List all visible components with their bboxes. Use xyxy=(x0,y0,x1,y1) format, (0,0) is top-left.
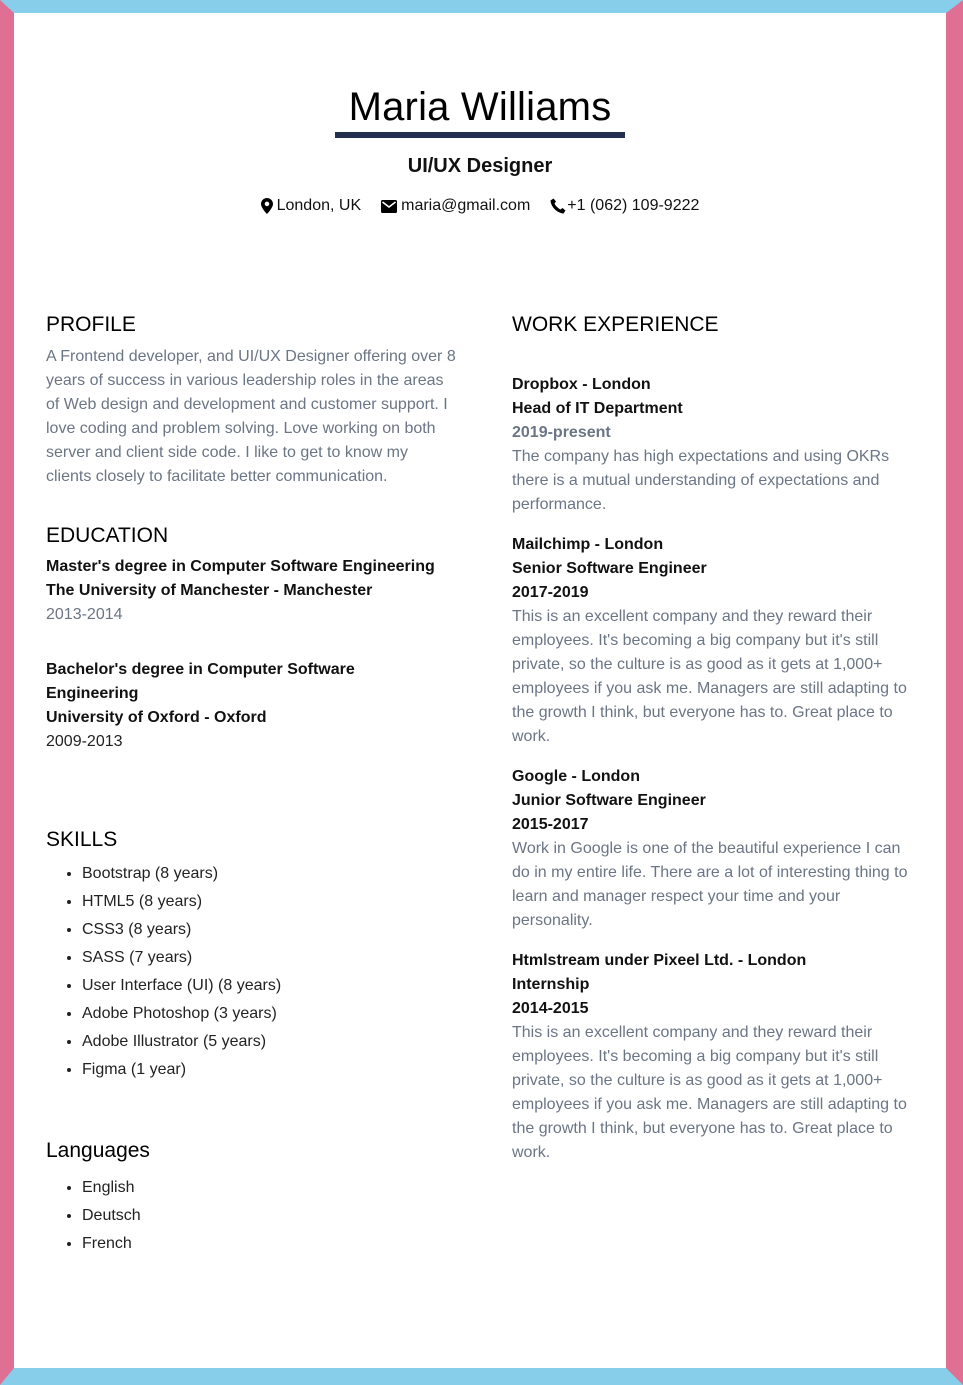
contact-email[interactable] xyxy=(381,197,530,215)
education-degree: Master's degree in Computer Software Engineering xyxy=(46,558,435,575)
languages-list xyxy=(46,1174,456,1258)
skills-heading: SKILLS xyxy=(46,828,118,851)
education-heading: EDUCATION xyxy=(46,524,169,547)
job-position: Internship xyxy=(512,976,590,993)
job-description: This is an excellent company and they reward their employees. It's becoming a big company but it's still private, so the culture is as good as it gets at 1,000+ employees if you ask me. Managers are still adapting to the growth I think, but everyone has to. Great place to work. xyxy=(512,1024,907,1161)
jobs-list xyxy=(512,373,922,1165)
job-company: Htmlstream under Pixeel Ltd. - London xyxy=(512,952,807,969)
email-text[interactable]: maria@gmail.com xyxy=(401,197,531,214)
job-description: The company has high expectations and using OKRs there is a mutual understanding of expectations and performance. xyxy=(512,448,890,513)
contact-info xyxy=(14,197,946,215)
skill-item: • HTML5 (8 years) xyxy=(82,888,456,916)
map-marker-icon xyxy=(261,198,273,214)
work-experience-heading: WORK EXPERIENCE xyxy=(512,313,719,336)
job-period: 2019-present xyxy=(512,424,611,441)
profile-heading: PROFILE xyxy=(46,313,136,336)
language-item: • Deutsch xyxy=(82,1202,456,1230)
contact-location xyxy=(261,197,362,215)
education-period: 2009-2013 xyxy=(46,733,123,750)
skill-item: • Figma (1 year) xyxy=(82,1056,456,1084)
phone-text[interactable]: +1 (062) 109-9222 xyxy=(567,197,700,214)
skill-item: • SASS (7 years) xyxy=(82,944,456,972)
envelope-icon xyxy=(381,200,397,213)
skill-item: • Adobe Photoshop (3 years) xyxy=(82,1000,456,1028)
right-column xyxy=(512,311,922,1165)
education-item xyxy=(46,555,456,627)
location-text: London, UK xyxy=(276,197,362,214)
name-underline xyxy=(335,132,625,138)
education-school: The University of Manchester - Manchester xyxy=(46,582,373,599)
phone-icon xyxy=(550,198,566,214)
profile-text: A Frontend developer, and UI/UX Designer offering over 8 years of success in various leadership roles in the areas of Web design and development and customer support. I love coding and problem solving. Love working on both server and client side code. I like to get to know my clients closely to facilitate better communication. xyxy=(46,348,456,485)
education-school: University of Oxford - Oxford xyxy=(46,709,267,726)
skill-item: • CSS3 (8 years) xyxy=(82,916,456,944)
skill-item: • User Interface (UI) (8 years) xyxy=(82,972,456,1000)
job-company: Google - London xyxy=(512,768,640,785)
job-position: Head of IT Department xyxy=(512,400,683,417)
job-position: Senior Software Engineer xyxy=(512,560,707,577)
education-period: 2013-2014 xyxy=(46,606,123,623)
education-item xyxy=(46,658,456,754)
skill-item: • Bootstrap (8 years) xyxy=(82,860,456,888)
job-description: This is an excellent company and they reward their employees. It's becoming a big company but it's still private, so the culture is as good as it gets at 1,000+ employees if you ask me. Managers are still adapting to the growth I think, but everyone has to. Great place to work. xyxy=(512,608,907,745)
job-company: Dropbox - London xyxy=(512,376,651,393)
language-item: • English xyxy=(82,1174,456,1202)
candidate-role: UI/UX Designer xyxy=(407,155,553,177)
skills-list xyxy=(46,860,456,1084)
left-column xyxy=(46,311,456,1258)
job-entry xyxy=(512,373,922,517)
job-entry xyxy=(512,949,922,1165)
job-entry xyxy=(512,765,922,933)
skill-item: • Adobe Illustrator (5 years) xyxy=(82,1028,456,1056)
job-period: 2014-2015 xyxy=(512,1000,589,1017)
job-position: Junior Software Engineer xyxy=(512,792,706,809)
job-description: Work in Google is one of the beautiful experience I can do in my entire life. There are a lot of interesting thing to learn and manager respect your time and your personality. xyxy=(512,840,908,929)
job-period: 2017-2019 xyxy=(512,584,589,601)
candidate-name: Maria Williams xyxy=(348,85,612,129)
job-company: Mailchimp - London xyxy=(512,536,664,553)
contact-phone[interactable] xyxy=(550,197,699,215)
language-item: • French xyxy=(82,1230,456,1258)
job-period: 2015-2017 xyxy=(512,816,589,833)
education-degree: Bachelor's degree in Computer Software Engineering xyxy=(46,661,355,702)
languages-heading: Languages xyxy=(46,1139,150,1162)
job-entry xyxy=(512,533,922,749)
